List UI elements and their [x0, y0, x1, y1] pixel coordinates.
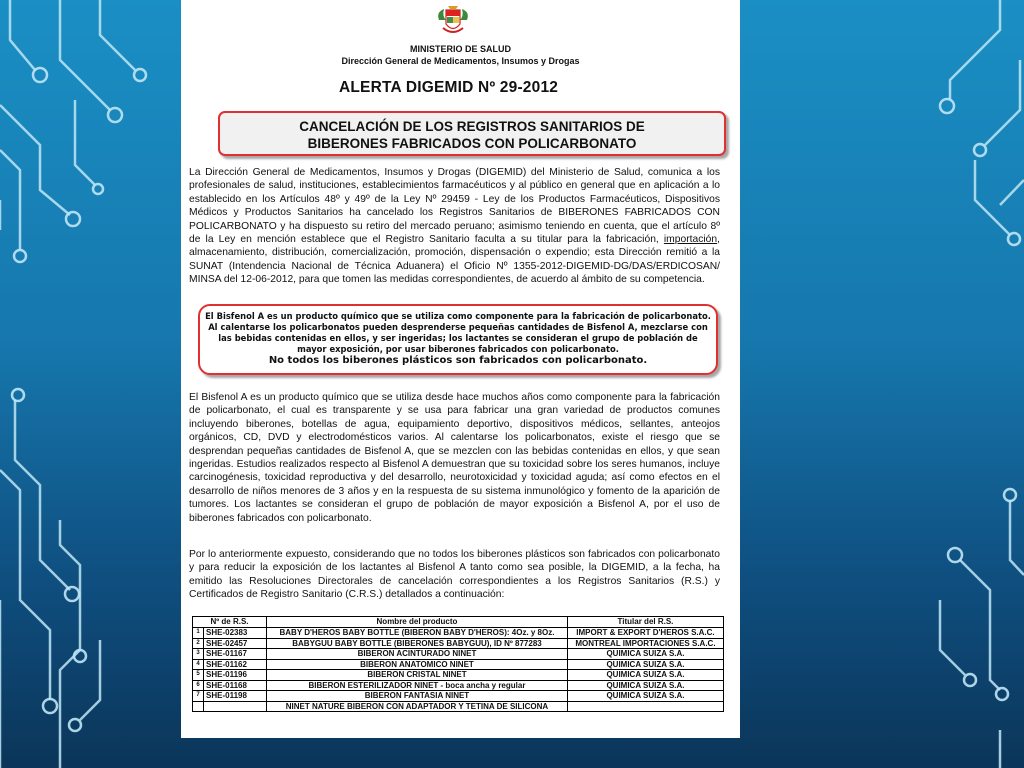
product-name: BIBERON ACINTURADO NINET	[267, 649, 568, 660]
bisphenol-paragraph: El Bisfenol A es un producto químico que se utiliza desde hace muchos años como componente para la fabricación de policarbonato, el cual es transparente y se usa para fabricar una gran variedad de productos comunes incluyendo biberones, botellas de agua, equipamiento deportivo, dispositivos médicos, sellantes, anteojos orgánicos, CD, DVD y electrodomésticos varios. Al calentarse los policarbonatos, existe el riesgo que se desprendan pequeñas cantidades de Bisfenol A, que se mezclen con las bebidas contenidas en ellos, y que sean ingeridas. Estudios realizados respecto al Bisfenol A demuestran que su toxicidad sobre los seres humanos, incluye carcinogénesis, toxicidad reproductiva y del desarrollo, neurotoxicidad y toxicidad aguda; así como efectos en el desarrollo de niños menores de 3 años y en la respuesta de su sistema inmunológico y fomento de la aparición de tumores. Los lactantes se consideran el grupo de población de mayor exposición a Bisfenol A, por el uso de biberones fabricados con policarbonato.	[189, 392, 720, 524]
header-rs-number: Nº de R.S.	[193, 617, 267, 628]
table-row	[193, 670, 724, 681]
table-row	[193, 638, 724, 649]
intro-text-after: , almacenamiento, distribución, comercialización, promoción, dispensación o expendio; esta Dirección remitió a la SUNAT (Intendencia Nacional de Técnica Aduanera) el Oficio Nº 1355-2012-DIGEMID-DG/DAS/ERDICOSAN/ MINSA del 12-06-2012, para que tomen las medidas correspondientes, de acuerdo al ámbito de su competencia.	[189, 234, 720, 286]
table-row	[193, 628, 724, 639]
intro-paragraph	[189, 166, 720, 287]
ministry-name: MINISTERIO DE SALUD	[409, 44, 511, 54]
product-name: BIBERON ANATOMICO NINET	[267, 659, 568, 670]
product-name: BIBERON FANTASIA NINET	[267, 691, 568, 702]
row-number	[193, 701, 204, 712]
table-row	[193, 701, 724, 712]
rs-code: SHE-01167	[204, 649, 267, 660]
header-product-name: Nombre del producto	[267, 617, 568, 628]
rs-code	[204, 701, 267, 712]
conclusion-paragraph: Por lo anteriormente expuesto, considerando que no todos los biberones plásticos son fabricados con policarbonato y para reducir la exposición de los lactantes al Bisfenol A tanto como sea posible, la DIGEMID, a la fecha, ha emitido las Resoluciones Directorales de cancelación correspondientes a los Registros Sanitarios (R.S.) y Certificados de Registro Sanitario (C.R.S.) detallados a continuación:	[189, 549, 720, 601]
holder-name: QUIMICA SUIZA S.A.	[567, 659, 723, 670]
warning-line-1: El Bisfenol A es un producto químico que se utiliza como componente para la fabricación de policarbonato.	[205, 311, 711, 321]
rs-code: SHE-01198	[204, 691, 267, 702]
table-row	[193, 649, 724, 660]
warning-box	[198, 304, 718, 375]
row-number: 5	[193, 670, 204, 681]
holder-name: QUIMICA SUIZA S.A.	[567, 691, 723, 702]
row-number: 2	[193, 638, 204, 649]
warning-line-2: Al calentarse los policarbonatos pueden desprenderse pequeñas cantidades de Bisfenol A, mezclarse con	[208, 322, 708, 332]
alert-title: ALERTA DIGEMID Nº 29-2012	[339, 79, 559, 96]
holder-name	[567, 701, 723, 712]
table-header-row	[193, 617, 724, 628]
holder-name: QUIMICA SUIZA S.A.	[567, 670, 723, 681]
product-name: NINET NATURE BIBERON CON ADAPTADOR Y TETINA DE SILICONA	[267, 701, 568, 712]
subject-line-2: BIBERONES FABRICADOS CON POLICARBONATO	[307, 136, 637, 151]
row-number: 6	[193, 680, 204, 691]
rs-code: SHE-01168	[204, 680, 267, 691]
row-number: 4	[193, 659, 204, 670]
header-holder: Titular del R.S.	[567, 617, 723, 628]
table-row	[193, 659, 724, 670]
warning-line-4: mayor exposición, por usar biberones fabricados con policarbonato.	[297, 344, 619, 354]
rs-code: SHE-02457	[204, 638, 267, 649]
holder-name: QUIMICA SUIZA S.A.	[567, 649, 723, 660]
holder-name: MONTREAL IMPORTACIONES S.A.C.	[567, 638, 723, 649]
product-name: BIBERON CRISTAL NINET	[267, 670, 568, 681]
rs-code: SHE-01196	[204, 670, 267, 681]
row-number: 3	[193, 649, 204, 660]
row-number: 1	[193, 628, 204, 639]
warning-line-3: las bebidas contenidas en ellos, y ser ingeridas; los lactantes se consideran el grupo de población de	[218, 333, 698, 343]
table-row	[193, 680, 724, 691]
holder-name: IMPORT & EXPORT D'HEROS S.A.C.	[567, 628, 723, 639]
peru-coat-of-arms-icon	[436, 6, 470, 36]
registrations-table	[192, 616, 724, 712]
rs-code: SHE-01162	[204, 659, 267, 670]
rs-code: SHE-02383	[204, 628, 267, 639]
holder-name: QUIMICA SUIZA S.A.	[567, 680, 723, 691]
table-row	[193, 691, 724, 702]
product-name: BABYGUU BABY BOTTLE (BIBERONES BABYGUU), ID Nº 877283	[267, 638, 568, 649]
intro-text-before: La Dirección General de Medicamentos, Insumos y Drogas (DIGEMID) del Ministerio de Salud, comunica a los profesionales de salud, instituciones, establecimientos farmacéuticos y al público en general que en aplicación a lo establecido en los Artículos 48º y 49º de la Ley Nº 29459 - Ley de los Productos Farmacéuticos, Dispositivos Médicos y Productos Sanitarios ha cancelado los Registros Sanitarios de BIBERONES FABRICADOS CON POLICARBONATO y ha dispuesto su retiro del mercado peruano; asimismo teniendo en cuenta, que el artículo 8º de la Ley en mención establece que el Registro Sanitario faculta a su titular para la fabricación,	[189, 167, 720, 246]
intro-underlined-word: importación	[663, 234, 718, 246]
subject-box	[218, 111, 726, 156]
product-name: BABY D'HEROS BABY BOTTLE (BIBERON BABY D'HEROS): 4Oz. y 8Oz.	[267, 628, 568, 639]
subject-line-1: CANCELACIÓN DE LOS REGISTROS SANITARIOS DE	[299, 119, 645, 134]
row-number: 7	[193, 691, 204, 702]
product-name: BIBERON ESTERILIZADOR NINET - boca ancha y regular	[267, 680, 568, 691]
ministry-direction: Dirección General de Medicamentos, Insumos y Drogas	[341, 56, 580, 66]
warning-line-5: No todos los biberones plásticos son fabricados con policarbonato.	[268, 355, 648, 366]
document-page	[181, 0, 740, 738]
